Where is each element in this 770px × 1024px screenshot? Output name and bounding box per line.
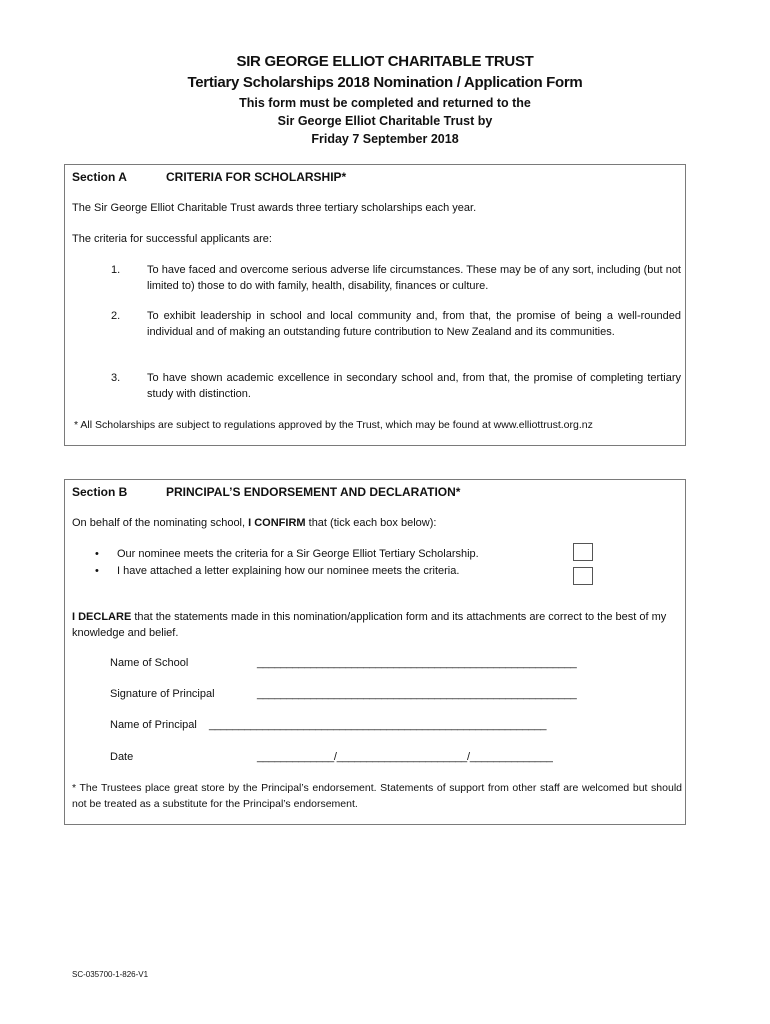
section-b-heading: [72, 484, 460, 500]
check-text-criteria: Our nominee meets the criteria for a Sir George Elliot Tertiary Scholarship.: [117, 548, 479, 560]
school-name-field[interactable]: ______________________________________________________: [257, 657, 577, 669]
principal-name-label: Name of Principal: [110, 719, 197, 731]
confirm-suffix: that (tick each box below):: [305, 517, 437, 529]
form-header: [0, 52, 770, 148]
criterion-1-number: 1.: [111, 264, 121, 276]
declare-bold: I DECLARE: [72, 611, 132, 623]
criteria-intro: The criteria for successful applicants are:: [72, 233, 272, 245]
instruction-line-2: Sir George Elliot Charitable Trust by: [277, 114, 493, 128]
check-text-letter: I have attached a letter explaining how our nominee meets the criteria.: [117, 565, 460, 577]
school-name-label: Name of School: [110, 657, 189, 669]
bullet-icon: •: [95, 565, 99, 577]
date-field[interactable]: _____________/______________________/______________: [257, 751, 553, 763]
signature-field[interactable]: ______________________________________________________: [257, 688, 577, 700]
criterion-1-text: To have faced and overcome serious adverse life circumstances. These may be of any sort, including (but not limited to) those to do with family, health, disability, finances or culture.: [147, 264, 681, 292]
checkbox-letter[interactable]: [573, 567, 593, 585]
instruction-deadline: Friday 7 September 2018: [311, 132, 459, 146]
principal-name-field[interactable]: _________________________________________________________: [209, 719, 547, 731]
section-a-heading: [72, 169, 346, 185]
declaration-statement: [72, 609, 682, 641]
date-label: Date: [110, 751, 134, 763]
confirm-statement: [72, 515, 436, 531]
confirm-prefix: On behalf of the nominating school,: [72, 517, 249, 529]
section-b-title: PRINCIPAL’S ENDORSEMENT AND DECLARATION*: [166, 485, 461, 499]
document-code: SC-035700-1-826-V1: [72, 970, 149, 979]
signature-label: Signature of Principal: [110, 688, 215, 700]
criterion-2-text: To exhibit leadership in school and local community and, from that, the promise of being a well-rounded individual and of making an outstanding future contribution to New Zealand and its communities.: [147, 310, 681, 338]
section-a-criteria: [64, 164, 686, 446]
section-b-label: Section B: [72, 485, 128, 499]
criterion-2-number: 2.: [111, 310, 121, 322]
section-b-endorsement: [64, 479, 686, 825]
section-a-footnote: * All Scholarships are subject to regulations approved by the Trust, which may be found at www.elliottrust.org.nz: [74, 419, 593, 431]
criterion-3-text: To have shown academic excellence in secondary school and, from that, the promise of completing tertiary study with distinction.: [147, 372, 681, 400]
form-title: Tertiary Scholarships 2018 Nomination / Application Form: [187, 74, 583, 91]
criterion-3-number: 3.: [111, 372, 121, 384]
instruction-line-1: This form must be completed and returned to the: [239, 96, 531, 110]
section-b-footnote: * The Trustees place great store by the Principal’s endorsement. Statements of support from other staff are welcomed but should not be treated as a substitute for the Principal’s endorsement.: [72, 782, 682, 810]
confirm-bold: I CONFIRM: [248, 517, 306, 529]
checkbox-criteria[interactable]: [573, 543, 593, 561]
declare-text: that the statements made in this nomination/application form and its attachments are correct to the best of my knowledge and belief.: [72, 611, 667, 639]
section-a-title: CRITERIA FOR SCHOLARSHIP*: [166, 170, 347, 184]
section-a-label: Section A: [72, 170, 127, 184]
section-a-intro: The Sir George Elliot Charitable Trust awards three tertiary scholarships each year.: [72, 202, 477, 214]
trust-title: SIR GEORGE ELLIOT CHARITABLE TRUST: [236, 53, 534, 70]
bullet-icon: •: [95, 548, 99, 560]
